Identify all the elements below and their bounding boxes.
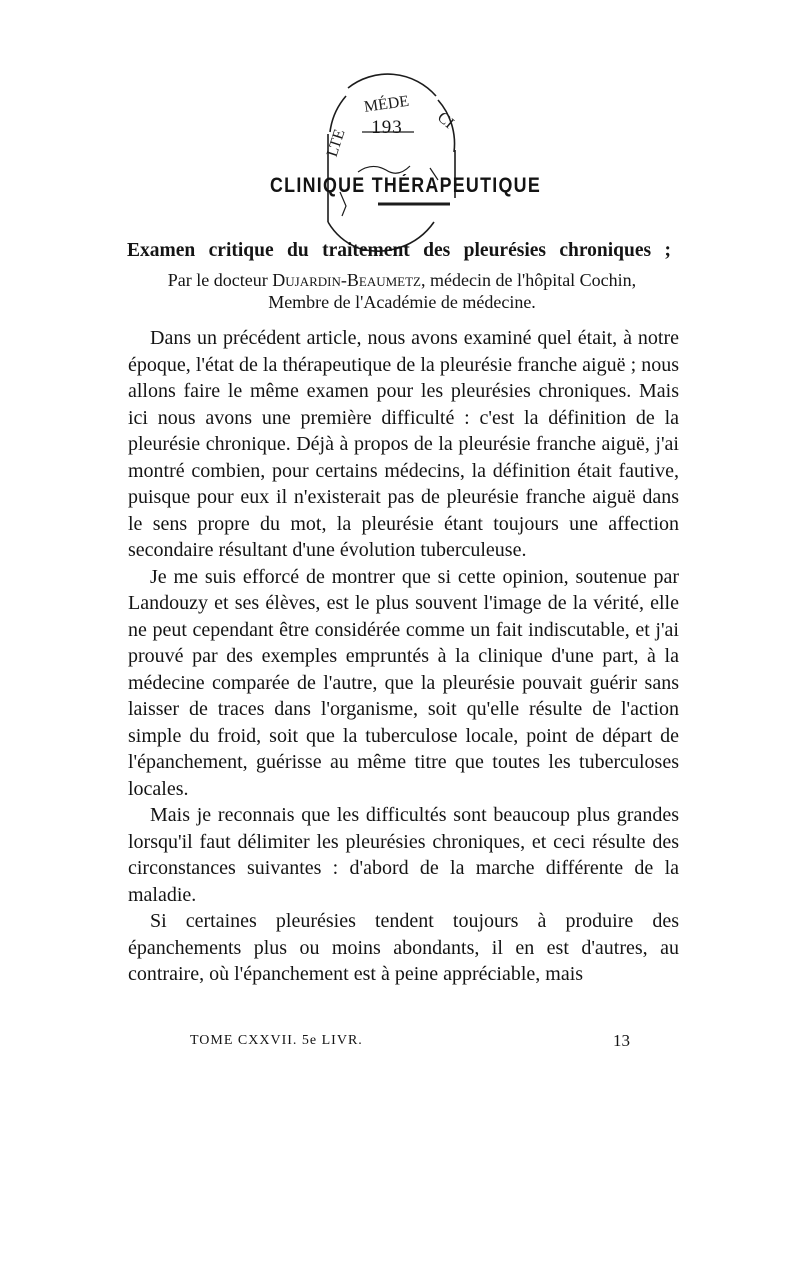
byline-line-2: Membre de l'Académie de médecine. bbox=[268, 292, 536, 312]
byline-prefix: Par le docteur bbox=[167, 270, 268, 290]
article-body bbox=[128, 325, 679, 988]
page-number: 193 bbox=[371, 117, 403, 138]
paragraph: Dans un précédent article, nous avons examiné quel était, à notre époque, l'état de la thérapeutique de la pleurésie franche aiguë ; nous allons faire le même examen pour les pleurésies chroniques. Mais ici nous avons une première difficulté : c'est la définition de la pleurésie chronique. Déjà à propos de la pleurésie franche aiguë, j'ai montré combien, pour certains médecins, la définition était fautive, puisque pour eux il n'existerait pas de pleurésie franche aiguë dans le sens propre du mot, la pleurésie étant toujours une affection secondaire résultant d'une évolution tuberculeuse. bbox=[128, 327, 679, 561]
author-name: Dujardin-Beaumetz bbox=[272, 270, 421, 290]
section-title: CLINIQUE THÉRAPEUTIQUE bbox=[270, 174, 542, 197]
paragraph: Si certaines pleurésies tendent toujours à produire des épanchements plus ou moins abondants, il en est d'autres, au contraire, où l'épanchement est à peine appréciable, mais bbox=[128, 910, 679, 985]
svg-text:LTE: LTE bbox=[323, 127, 349, 159]
sheet-number: 13 bbox=[613, 1031, 630, 1050]
svg-text:MÉDE: MÉDE bbox=[362, 92, 411, 116]
byline bbox=[130, 269, 674, 313]
signature-mark: TOME CXXVII. 5e LIVR. bbox=[190, 1033, 363, 1048]
article-title: Examen critique du traitement des pleurésies chroniques ; bbox=[127, 240, 671, 261]
library-stamp bbox=[318, 72, 458, 262]
paragraph: Mais je reconnais que les difficultés sont beaucoup plus grandes lorsqu'il faut délimiter les pleurésies chroniques, et ceci résulte des circonstances suivantes : d'abord de la marche différente de la maladie. bbox=[128, 804, 679, 906]
byline-line-1 bbox=[130, 269, 674, 291]
page-footer bbox=[190, 1033, 630, 1049]
paragraph: Je me suis efforcé de montrer que si cette opinion, soutenue par Landouzy et ses élèves, est le plus souvent l'image de la vérité, elle ne peut cependant être considérée comme un fait indiscutable, et j'ai prouvé par des exemples empruntés à la clinique d'une part, à la médecine comparée de l'autre, que la pleurésie pouvait guérir sans laisser de traces dans l'organisme, soit qu'elle résulte de l'action simple du froid, soit que la tuberculose locale, point de départ de l'épanchement, guérisse au même titre que toutes les tuberculoses locales. bbox=[128, 565, 679, 800]
byline-suffix: , médecin de l'hôpital Cochin, bbox=[420, 270, 637, 290]
svg-text:CI: CI bbox=[433, 108, 458, 133]
